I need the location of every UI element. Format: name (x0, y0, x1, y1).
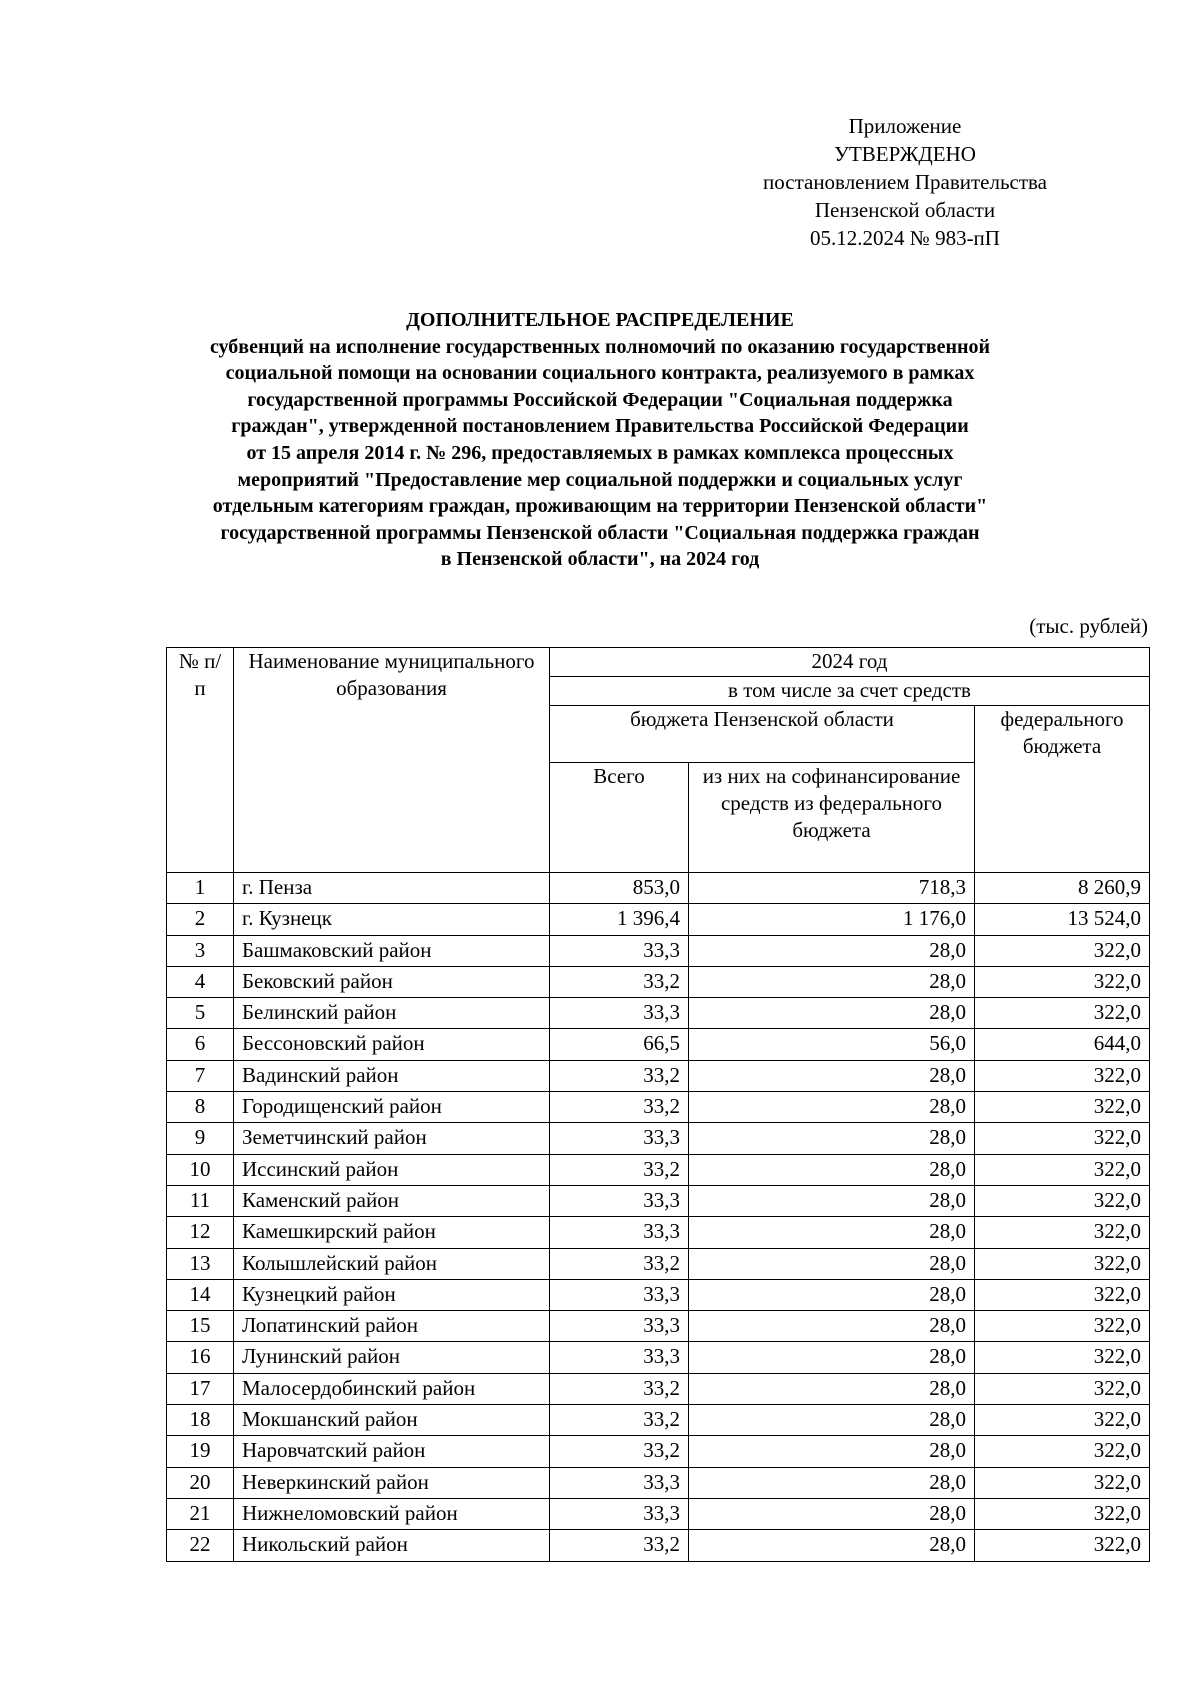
title-heading: ДОПОЛНИТЕЛЬНОЕ РАСПРЕДЕЛЕНИЕ (406, 309, 794, 331)
table-row (167, 1248, 1150, 1279)
row-total: 33,3 (550, 1498, 689, 1529)
row-name: Иссинский район (234, 1154, 550, 1185)
row-num: 18 (167, 1405, 234, 1436)
table-row (167, 1467, 1150, 1498)
row-name: Наровчатский район (234, 1436, 550, 1467)
row-federal: 322,0 (975, 1248, 1150, 1279)
title-line: мероприятий "Предоставление мер социальной поддержки и социальных услуг (237, 468, 963, 491)
table-row (167, 1530, 1150, 1561)
row-num: 5 (167, 998, 234, 1029)
row-total: 33,2 (550, 1154, 689, 1185)
title-line: отдельным категориям граждан, проживающим на территории Пензенской области" (212, 495, 988, 518)
row-total: 33,3 (550, 1467, 689, 1498)
row-num: 10 (167, 1154, 234, 1185)
row-federal: 322,0 (975, 935, 1150, 966)
row-name: Неверкинский район (234, 1467, 550, 1498)
header-total: Всего (550, 763, 689, 873)
header-federal-budget: федерального бюджета (975, 706, 1150, 873)
row-num: 2 (167, 904, 234, 935)
row-num: 21 (167, 1498, 234, 1529)
table-row (167, 904, 1150, 935)
row-total: 33,2 (550, 1092, 689, 1123)
row-name: Лунинский район (234, 1342, 550, 1373)
row-name: Нижнеломовский район (234, 1498, 550, 1529)
row-name: Кузнецкий район (234, 1279, 550, 1310)
title-line: от 15 апреля 2014 г. № 296, предоставляемых в рамках комплекса процессных (246, 441, 954, 464)
row-num: 6 (167, 1029, 234, 1060)
row-total: 33,2 (550, 1530, 689, 1561)
row-federal: 322,0 (975, 1467, 1150, 1498)
row-num: 9 (167, 1123, 234, 1154)
row-num: 14 (167, 1279, 234, 1310)
row-cofinancing: 28,0 (689, 935, 975, 966)
row-cofinancing: 28,0 (689, 1123, 975, 1154)
row-total: 33,3 (550, 1342, 689, 1373)
row-total: 33,2 (550, 1373, 689, 1404)
row-total: 33,2 (550, 1436, 689, 1467)
title-line: государственной программы Российской Федерации "Социальная поддержка (247, 388, 953, 411)
row-name: Бековский район (234, 966, 550, 997)
title-line: социальной помощи на основании социального контракта, реализуемого в рамках (225, 362, 975, 385)
row-total: 33,2 (550, 1248, 689, 1279)
row-cofinancing: 56,0 (689, 1029, 975, 1060)
row-num: 3 (167, 935, 234, 966)
table-row (167, 1405, 1150, 1436)
row-total: 33,3 (550, 1185, 689, 1216)
header-num: № п/п (167, 648, 234, 873)
table-row (167, 1029, 1150, 1060)
row-cofinancing: 28,0 (689, 1530, 975, 1561)
table-row (167, 1123, 1150, 1154)
row-cofinancing: 1 176,0 (689, 904, 975, 935)
row-federal: 322,0 (975, 1373, 1150, 1404)
row-total: 33,3 (550, 1217, 689, 1248)
row-cofinancing: 28,0 (689, 1217, 975, 1248)
header-cofinancing: из них на софинансирование средств из федерального бюджета (689, 763, 975, 873)
row-name: г. Пенза (234, 873, 550, 904)
row-federal: 13 524,0 (975, 904, 1150, 935)
units-label: (тыс. рублей) (1029, 614, 1148, 638)
table-row (167, 1217, 1150, 1248)
row-total: 33,3 (550, 935, 689, 966)
row-cofinancing: 28,0 (689, 966, 975, 997)
row-total: 33,3 (550, 1123, 689, 1154)
row-num: 15 (167, 1311, 234, 1342)
row-total: 33,2 (550, 966, 689, 997)
table-row (167, 1311, 1150, 1342)
row-num: 19 (167, 1436, 234, 1467)
row-num: 11 (167, 1185, 234, 1216)
table-row (167, 1279, 1150, 1310)
table-row (167, 1185, 1150, 1216)
row-cofinancing: 718,3 (689, 873, 975, 904)
table-row (167, 1498, 1150, 1529)
row-federal: 322,0 (975, 1154, 1150, 1185)
row-total: 33,2 (550, 1060, 689, 1091)
row-cofinancing: 28,0 (689, 1342, 975, 1373)
title-line: государственной программы Пензенской области "Социальная поддержка граждан (220, 521, 980, 544)
approval-approved: УТВЕРЖДЕНО (834, 142, 976, 166)
table-row (167, 873, 1150, 904)
approval-block (740, 112, 1070, 252)
row-total: 853,0 (550, 873, 689, 904)
row-name: Малосердобинский район (234, 1373, 550, 1404)
row-total: 1 396,4 (550, 904, 689, 935)
row-federal: 322,0 (975, 1060, 1150, 1091)
row-name: Бессоновский район (234, 1029, 550, 1060)
row-cofinancing: 28,0 (689, 1279, 975, 1310)
row-name: Камешкирский район (234, 1217, 550, 1248)
row-name: Городищенский район (234, 1092, 550, 1123)
row-name: Никольский район (234, 1530, 550, 1561)
row-federal: 322,0 (975, 966, 1150, 997)
row-num: 13 (167, 1248, 234, 1279)
table-row (167, 1373, 1150, 1404)
row-num: 20 (167, 1467, 234, 1498)
row-num: 1 (167, 873, 234, 904)
row-federal: 322,0 (975, 1498, 1150, 1529)
row-total: 33,3 (550, 1311, 689, 1342)
row-cofinancing: 28,0 (689, 1373, 975, 1404)
row-cofinancing: 28,0 (689, 1060, 975, 1091)
row-federal: 322,0 (975, 1123, 1150, 1154)
row-federal: 322,0 (975, 1342, 1150, 1373)
row-federal: 322,0 (975, 1530, 1150, 1561)
row-cofinancing: 28,0 (689, 1154, 975, 1185)
row-name: Каменский район (234, 1185, 550, 1216)
row-num: 16 (167, 1342, 234, 1373)
row-name: Башмаковский район (234, 935, 550, 966)
row-federal: 322,0 (975, 998, 1150, 1029)
table-row (167, 966, 1150, 997)
row-total: 33,3 (550, 998, 689, 1029)
row-num: 12 (167, 1217, 234, 1248)
row-federal: 322,0 (975, 1311, 1150, 1342)
approval-date-number: 05.12.2024 № 983-пП (810, 226, 1000, 250)
title-line: в Пензенской области", на 2024 год (440, 548, 760, 571)
row-cofinancing: 28,0 (689, 1092, 975, 1123)
approval-appendix: Приложение (848, 114, 962, 138)
row-federal: 322,0 (975, 1436, 1150, 1467)
row-federal: 322,0 (975, 1092, 1150, 1123)
row-name: Лопатинский район (234, 1311, 550, 1342)
table-row (167, 1060, 1150, 1091)
document-title (140, 307, 1060, 573)
row-total: 66,5 (550, 1029, 689, 1060)
row-cofinancing: 28,0 (689, 1467, 975, 1498)
row-num: 4 (167, 966, 234, 997)
row-num: 17 (167, 1373, 234, 1404)
distribution-table (166, 647, 1150, 1562)
row-federal: 322,0 (975, 1185, 1150, 1216)
row-federal: 322,0 (975, 1217, 1150, 1248)
row-federal: 8 260,9 (975, 873, 1150, 904)
row-name: Вадинский район (234, 1060, 550, 1091)
header-name: Наименование муниципального образования (234, 648, 550, 873)
table-row (167, 998, 1150, 1029)
row-num: 22 (167, 1530, 234, 1561)
row-cofinancing: 28,0 (689, 1248, 975, 1279)
table-row (167, 1436, 1150, 1467)
title-line: граждан", утвержденной постановлением Правительства Российской Федерации (231, 415, 969, 438)
header-including: в том числе за счет средств (550, 677, 1150, 706)
row-cofinancing: 28,0 (689, 998, 975, 1029)
table-row (167, 1092, 1150, 1123)
row-total: 33,2 (550, 1405, 689, 1436)
table-row (167, 1154, 1150, 1185)
row-name: Колышлейский район (234, 1248, 550, 1279)
row-cofinancing: 28,0 (689, 1405, 975, 1436)
row-federal: 322,0 (975, 1279, 1150, 1310)
row-num: 7 (167, 1060, 234, 1091)
row-federal: 322,0 (975, 1405, 1150, 1436)
row-name: Белинский район (234, 998, 550, 1029)
title-line: субвенций на исполнение государственных полномочий по оказанию государственной (209, 335, 991, 358)
row-total: 33,3 (550, 1279, 689, 1310)
row-num: 8 (167, 1092, 234, 1123)
header-year: 2024 год (550, 648, 1150, 677)
row-name: Земетчинский район (234, 1123, 550, 1154)
row-cofinancing: 28,0 (689, 1311, 975, 1342)
table-row (167, 935, 1150, 966)
row-federal: 644,0 (975, 1029, 1150, 1060)
approval-region: Пензенской области (814, 198, 996, 222)
approval-decree: постановлением Правительства (762, 170, 1047, 194)
table-row (167, 1342, 1150, 1373)
row-name: г. Кузнецк (234, 904, 550, 935)
header-regional-budget: бюджета Пензенской области (550, 706, 975, 763)
row-name: Мокшанский район (234, 1405, 550, 1436)
row-cofinancing: 28,0 (689, 1436, 975, 1467)
row-cofinancing: 28,0 (689, 1185, 975, 1216)
row-cofinancing: 28,0 (689, 1498, 975, 1529)
